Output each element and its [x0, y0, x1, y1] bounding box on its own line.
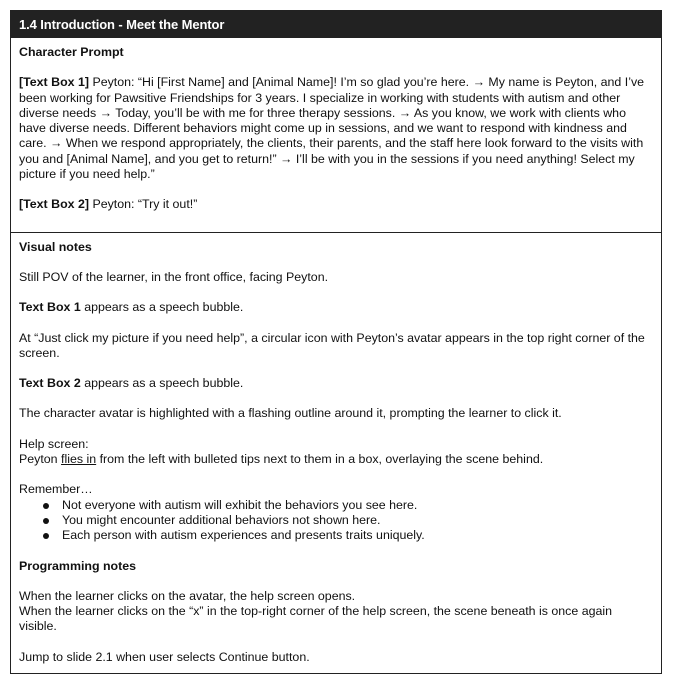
highlight-note: The character avatar is highlighted with a flashing outline around it, prompting the learner to click it.	[19, 406, 562, 421]
text-box-1-text: Peyton: “Hi [First Name] and [Animal Name]! I’m so glad you’re here. → My name is Peyton, and I’ve been working for Pawsitive Friendships for 3 years. I specialize in working with students with autism and other diverse needs → Today, you’ll be with me for three therapy sessions. → As you know, we work with clients who have diverse needs. Different behaviors might come up in sessions, and we want to respond with kindness and care. → When we respond appropriately, the clients, their parents, and the staff here look forward to the visits with you and [Animal Name], and you get to return!” → I’ll be with you in the sessions if you need anything! Select my picture if you need help.”	[19, 75, 645, 182]
character-prompt-title: Character Prompt	[19, 45, 124, 59]
pov-note: Still POV of the learner, in the front office, facing Peyton.	[19, 269, 329, 284]
help-peyton: Peyton	[19, 452, 62, 467]
text-box-2-label: [Text Box 2]	[19, 197, 89, 212]
programming-notes-title: Programming notes	[19, 558, 137, 573]
remember-label: Remember…	[19, 482, 93, 497]
programming-line-2: When the learner clicks on the “x” in the top-right corner of the help screen, the scene beneath is once again visible.	[19, 604, 613, 634]
programming-line-1: When the learner clicks on the avatar, the help screen opens.	[19, 588, 356, 603]
text-box-1-note-text: appears as a speech bubble.	[80, 300, 244, 315]
text-box-1-note-label: Text Box 1	[19, 300, 81, 315]
text-box-2-text: Peyton: “Try it out!”	[89, 197, 198, 212]
character-prompt-section	[11, 38, 661, 232]
visual-notes-section	[11, 232, 661, 673]
text-box-2-note-label: Text Box 2	[19, 376, 81, 391]
help-screen-note	[19, 452, 653, 467]
avatar-icon-note: At “Just click my picture if you need help”, a circular icon with Peyton’s avatar appears in the top right corner of the screen.	[19, 330, 645, 360]
text-box-2-note	[19, 376, 653, 391]
text-box-1-label: [Text Box 1]	[19, 75, 89, 90]
remember-list	[19, 498, 653, 544]
list-item: Not everyone with autism will exhibit the behaviors you see here.	[62, 498, 653, 513]
jump-note: Jump to slide 2.1 when user selects Continue button.	[19, 649, 310, 664]
flies-in-text: flies in	[61, 452, 97, 467]
list-item: You might encounter additional behaviors not shown here.	[62, 513, 653, 528]
help-screen-label: Help screen:	[19, 436, 89, 451]
storyboard-table	[10, 10, 662, 674]
text-box-1-note	[19, 300, 653, 315]
text-box-2-note-text: appears as a speech bubble.	[80, 376, 244, 391]
visual-notes-title: Visual notes	[19, 239, 92, 254]
text-box-1-prompt	[19, 75, 653, 182]
help-rest: from the left with bulleted tips next to them in a box, overlaying the scene behind.	[96, 452, 544, 467]
text-box-2-prompt	[19, 197, 653, 212]
slide-title: 1.4 Introduction - Meet the Mentor	[11, 11, 661, 38]
list-item: Each person with autism experiences and presents traits uniquely.	[62, 528, 653, 543]
